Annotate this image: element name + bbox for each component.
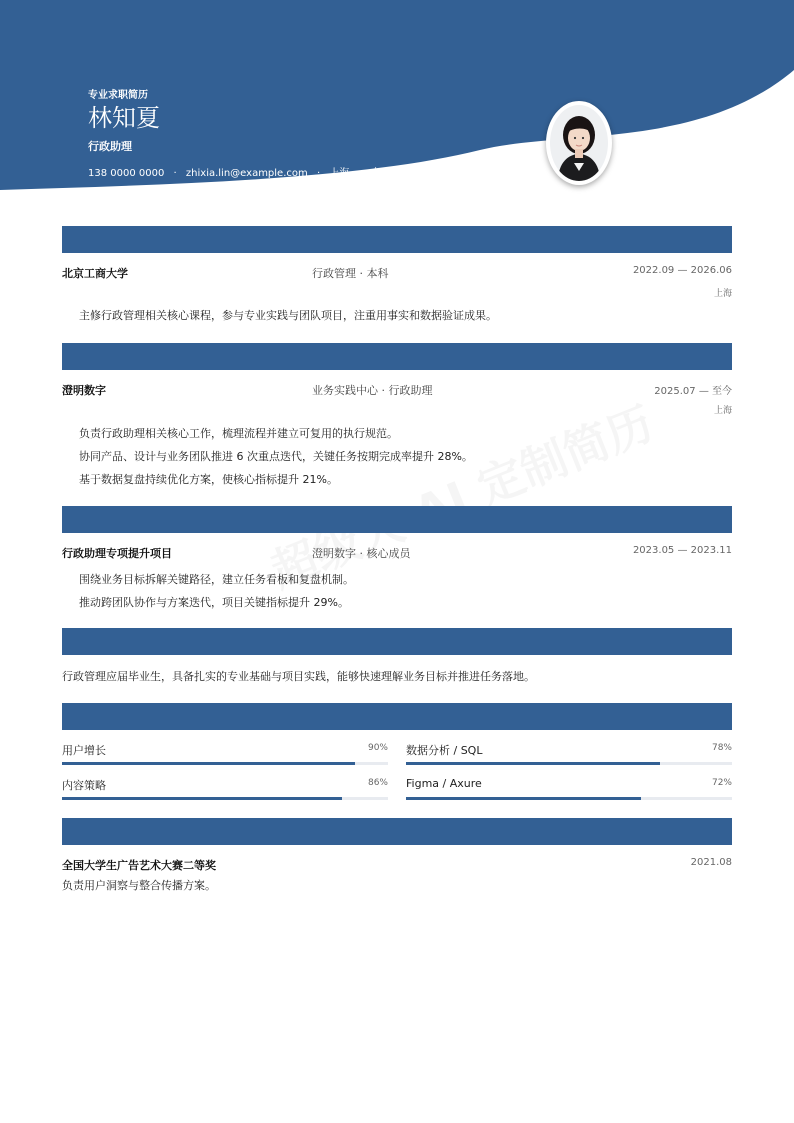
project-org: 澄明数字 · 核心成员 — [312, 547, 411, 560]
age: 25 岁 — [402, 168, 429, 179]
skill-track — [62, 762, 388, 765]
experience-location: 上海 — [713, 406, 732, 416]
experience-row — [62, 382, 732, 398]
education-description: 主修行政管理相关核心课程，参与专业实践与团队项目，注重用事实和数据验证成果。 — [79, 309, 497, 322]
skill-item — [62, 777, 388, 801]
skill-level-bar — [406, 762, 660, 765]
experience-bullet: 协同产品、设计与业务团队推进 6 次重点迭代，关键任务按期完成率提升 28%。 — [79, 450, 473, 463]
section-bar-education — [62, 226, 732, 253]
contact-line — [88, 164, 428, 179]
project-period: 2023.05 — 2023.11 — [632, 545, 732, 556]
skill-name: 用户增长 — [62, 744, 106, 757]
project-name: 行政助理专项提升项目 — [62, 547, 172, 560]
section-bar-experience — [62, 343, 732, 370]
phone: 138 0000 0000 — [88, 168, 165, 179]
skill-track — [62, 797, 388, 800]
separator: · — [173, 168, 177, 179]
watermark — [260, 388, 662, 602]
separator: · — [390, 168, 394, 179]
award-date: 2021.08 — [690, 857, 732, 868]
skill-item — [406, 742, 732, 766]
skill-name: 数据分析 / SQL — [406, 744, 483, 757]
email: zhixia.lin@example.com — [185, 168, 308, 179]
skill-level-bar — [62, 762, 355, 765]
skill-percent: 86% — [367, 778, 388, 788]
education-row — [62, 265, 732, 281]
separator: · — [316, 168, 321, 179]
skill-percent: 72% — [711, 778, 732, 788]
separator: · — [358, 168, 362, 179]
skill-item — [62, 742, 388, 766]
self-summary: 行政管理应届毕业生，具备扎实的专业基础与项目实践，能够快速理解业务目标并推进任务落地。 — [62, 670, 535, 683]
skill-track — [406, 762, 732, 765]
project-bullet: 围绕业务目标拆解关键路径，建立任务看板和复盘机制。 — [79, 573, 354, 586]
resume-label: 专业求职简历 — [88, 90, 148, 101]
education-location: 上海 — [713, 289, 732, 299]
target-role: 行政助理 — [88, 140, 132, 153]
project-bullet: 推动跨团队协作与方案迭代，项目关键指标提升 29%。 — [79, 596, 349, 609]
award-title: 全国大学生广告艺术大赛二等奖 — [62, 859, 216, 872]
position-title: 业务实践中心 · 行政助理 — [312, 384, 433, 397]
award-row — [62, 857, 732, 873]
experience-period: 2025.07 — 至今 — [654, 386, 732, 397]
education-period: 2022.09 — 2026.06 — [632, 265, 732, 276]
school-name: 北京工商大学 — [62, 267, 128, 280]
experience-bullet: 负责行政助理相关核心工作，梳理流程并建立可复用的执行规范。 — [79, 427, 398, 440]
project-row — [62, 545, 732, 561]
skill-percent: 78% — [711, 743, 732, 753]
city: 上海 — [329, 168, 350, 179]
skill-track — [406, 797, 732, 800]
experience-bullet: 基于数据复盘持续优化方案，使核心指标提升 21%。 — [79, 473, 338, 486]
section-bar-summary — [62, 628, 732, 655]
section-bar-skills — [62, 703, 732, 730]
major-degree: 行政管理 · 本科 — [312, 267, 389, 280]
skill-level-bar — [406, 797, 641, 800]
company-name: 澄明数字 — [62, 384, 106, 397]
profile-photo — [546, 101, 612, 185]
section-bar-awards — [62, 818, 732, 845]
section-bar-project — [62, 506, 732, 533]
skill-item — [406, 777, 732, 801]
skill-percent: 90% — [367, 743, 388, 753]
skill-name: Figma / Axure — [406, 777, 482, 790]
candidate-name: 林知夏 — [88, 104, 160, 132]
award-description: 负责用户洞察与整合传播方案。 — [62, 879, 216, 892]
skill-name: 内容策略 — [62, 779, 106, 792]
gender: 女 — [370, 168, 381, 179]
skill-level-bar — [62, 797, 342, 800]
